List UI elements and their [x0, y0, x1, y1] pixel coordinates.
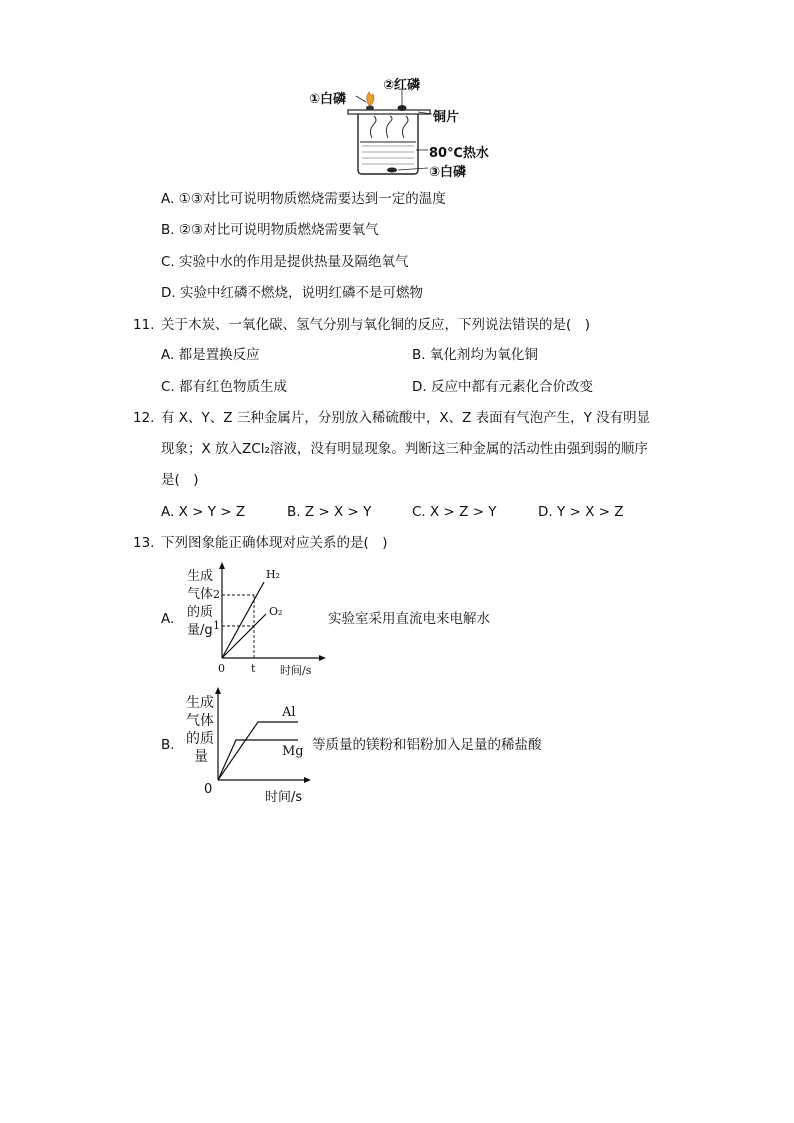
q11-stem: 关于木炭、一氧化碳、氢气分别与氧化铜的反应，下列说法错误的是( ): [161, 317, 591, 333]
label-hot-water: 80℃热水: [429, 146, 489, 161]
q11-option-c: C. 都有红色物质生成: [161, 379, 288, 395]
q13-option-b-letter: B.: [161, 737, 175, 753]
q13-a-ylabel: 生成 气体 的质 量/g: [187, 569, 214, 638]
q10-option-b: B. ②③对比可说明物质燃烧需要氧气: [161, 222, 379, 238]
q13-b-series-mg: Mg: [282, 744, 304, 759]
q12-number: 12.: [133, 410, 155, 426]
q10-option-a: A. ①③对比可说明物质燃烧需要达到一定的温度: [161, 191, 446, 207]
q13-stem: 下列图象能正确体现对应关系的是( ): [161, 535, 388, 551]
q13-option-a-letter: A.: [161, 611, 175, 627]
q12-option-c: C. X > Z > Y: [412, 504, 497, 520]
white-phosphorus-3: [387, 168, 397, 173]
q12-option-d: D. Y > X > Z: [538, 504, 624, 520]
q12-stem-line3: 是( ): [161, 472, 199, 488]
x-axis-arrow: [319, 655, 326, 661]
q13-a-ytick-2: 2: [213, 588, 220, 601]
copper-plate: [348, 110, 430, 114]
label-white-phosphorus-1: ①白磷: [309, 92, 347, 107]
q13-b-series-al: Al: [282, 705, 296, 720]
q12-stem-line1: 有 X、Y、Z 三种金属片，分别放入稀硫酸中，X、Z 表面有气泡产生，Y 没有明显: [161, 410, 651, 426]
q13-option-b-desc: 等质量的镁粉和铝粉加入足量的稀盐酸: [312, 737, 542, 753]
red-phosphorus: [398, 105, 407, 111]
q13-a-ytick-1: 1: [213, 619, 220, 632]
q12-option-b: B. Z > X > Y: [287, 504, 372, 520]
q11-option-b: B. 氧化剂均为氧化铜: [412, 347, 538, 363]
q13-a-series-o2: O₂: [269, 605, 283, 618]
q11-option-d: D. 反应中都有元素化合价改变: [412, 379, 593, 395]
q10-option-c: C. 实验中水的作用是提供热量及隔绝氧气: [161, 254, 409, 270]
q13-b-ylabel: 生成 气体 的质 量: [186, 695, 214, 765]
beaker: [358, 114, 418, 174]
flame-icon: [367, 92, 374, 106]
q13-b-xlabel: 时间/s: [265, 790, 303, 805]
q13-number: 13.: [133, 535, 155, 551]
y-axis-arrow: [219, 562, 225, 569]
h2-line: [222, 582, 264, 658]
q13-option-a-desc: 实验室采用直流电来电解水: [328, 611, 490, 627]
label-red-phosphorus: ②红磷: [383, 78, 421, 93]
label-white-phosphorus-3: ③白磷: [429, 165, 467, 180]
q10-option-d: D. 实验中红磷不燃烧，说明红磷不是可燃物: [161, 285, 423, 301]
x-axis-arrow: [304, 777, 311, 783]
q13-a-xtick-t: t: [251, 662, 256, 675]
q11-number: 11.: [133, 317, 155, 333]
o2-line: [222, 614, 266, 658]
label-copper-plate: 铜片: [433, 110, 460, 125]
q12-stem-line2: 现象；X 放入ZCl₂溶液，没有明显现象。判断这三种金属的活动性由强到弱的顺序: [161, 441, 648, 457]
q11-option-a: A. 都是置换反应: [161, 347, 260, 363]
q13-a-origin: 0: [218, 662, 225, 675]
q12-option-a: A. X > Y > Z: [161, 504, 246, 520]
q13-a-series-h2: H₂: [266, 568, 281, 581]
q13-b-origin: 0: [204, 782, 213, 797]
y-axis-arrow: [215, 687, 221, 694]
q13-a-xlabel: 时间/s: [280, 664, 312, 677]
